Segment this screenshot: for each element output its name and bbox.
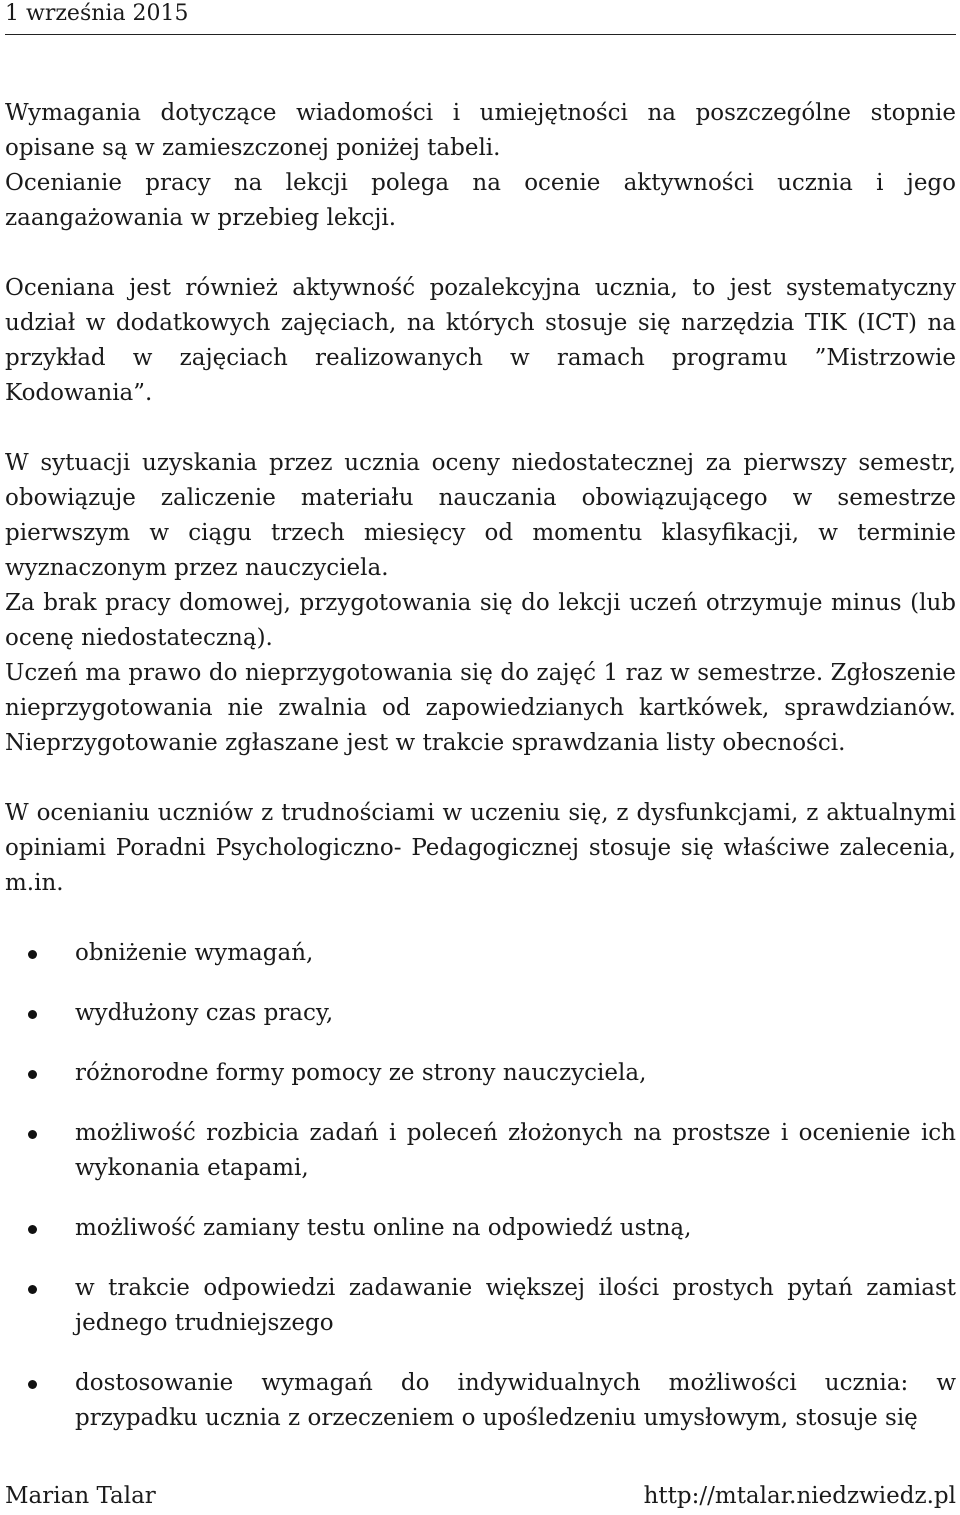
bullet-icon — [28, 1070, 37, 1079]
bullet-icon — [28, 1010, 37, 1019]
list-item-text: możliwość zamiany testu online na odpowiedź ustną, — [75, 1215, 692, 1241]
list-item — [5, 1056, 956, 1091]
bullet-icon — [28, 1225, 37, 1234]
list-item — [5, 1271, 956, 1341]
list-item-text: obniżenie wymagań, — [75, 940, 314, 966]
list-item — [5, 1366, 956, 1436]
header-date: 1 września 2015 — [5, 1, 189, 26]
paragraph-extracurricular: Oceniana jest również aktywność pozalekcyjna ucznia, to jest systematyczny udział w dodatkowych zajęciach, na których stosuje się narzędzia TIK (ICT) na przykład w zajęciach realizowanych w ramach programu ”Mistrzowie Kodowania”. — [5, 275, 956, 406]
recommendations-list — [5, 936, 956, 1436]
paragraph-requirements: Wymagania dotyczące wiadomości i umiejętności na poszczególne stopnie opisane są w zamieszczonej poniżej tabeli. — [5, 100, 956, 161]
list-item — [5, 1116, 956, 1186]
paragraph-lesson-assessment: Ocenianie pracy na lekcji polega na ocenie aktywności ucznia i jego zaangażowania w przebieg lekcji. — [5, 170, 956, 231]
list-item-text: różnorodne formy pomocy ze strony nauczyciela, — [75, 1060, 647, 1086]
paragraph-unpreparedness: Uczeń ma prawo do nieprzygotowania się do zajęć 1 raz w semestrze. Zgłoszenie nieprzygotowania nie zwalnia od zapowiedzianych kartkówek, sprawdzianów. Nieprzygotowanie zgłaszane jest w trakcie sprawdzania listy obecności. — [5, 660, 956, 756]
footer-author: Marian Talar — [5, 1483, 156, 1509]
paragraph-special-needs: W ocenianiu uczniów z trudnościami w uczeniu się, z dysfunkcjami, z aktualnymi opiniami Poradni Psychologiczno- Pedagogicznej stosuje się właściwe zalecenia, m.in. — [5, 800, 956, 896]
bullet-icon — [28, 1130, 37, 1139]
bullet-icon — [28, 950, 37, 959]
bullet-icon — [28, 1285, 37, 1294]
paragraph-failing-grade: W sytuacji uzyskania przez ucznia oceny niedostatecznej za pierwszy semestr, obowiązuje zaliczenie materiału nauczania obowiązującego w semestrze pierwszym w ciągu trzech miesięcy od momentu klasyfikacji, w terminie wyznaczonym przez nauczyciela. — [5, 450, 956, 581]
list-item — [5, 1211, 956, 1246]
list-item — [5, 936, 956, 971]
list-item-text: wydłużony czas pracy, — [75, 1000, 334, 1026]
bullet-icon — [28, 1380, 37, 1389]
list-item-text: w trakcie odpowiedzi zadawanie większej ilości prostych pytań zamiast jednego trudniejszego — [75, 1275, 956, 1336]
page-header — [5, 0, 956, 35]
document-body — [5, 96, 956, 1461]
list-item-text: dostosowanie wymagań do indywidualnych możliwości ucznia: w przypadku ucznia z orzeczeniem o upośledzeniu umysłowym, stosuje się — [75, 1370, 956, 1431]
list-item-text: możliwość rozbicia zadań i poleceń złożonych na prostsze i ocenienie ich wykonania etapami, — [75, 1120, 956, 1181]
list-item — [5, 996, 956, 1031]
footer-url: http://mtalar.niedzwiedz.pl — [643, 1483, 956, 1509]
page-footer — [5, 1478, 956, 1514]
paragraph-homework: Za brak pracy domowej, przygotowania się do lekcji uczeń otrzymuje minus (lub ocenę niedostateczną). — [5, 590, 956, 651]
